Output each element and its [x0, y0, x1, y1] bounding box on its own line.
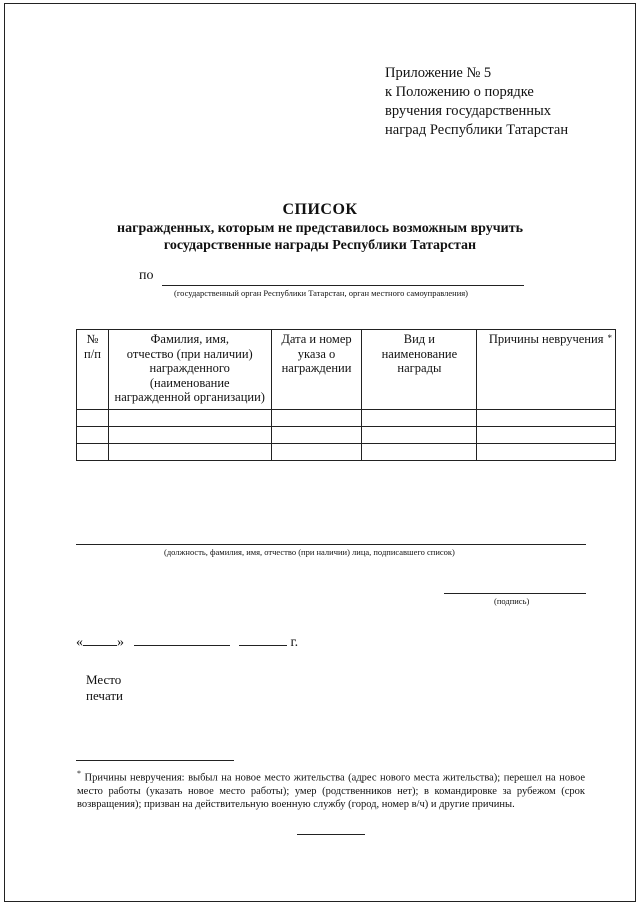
footnote-text: Причины невручения: выбыл на новое место жительства (адрес нового места жительства); перешел на новое место работы (указать новое место работы); умер (родственников нет); в командировке за рубежом (срок возвращения); призван на действительную военную службу (город, номер в/ч) и другие причины. — [77, 772, 585, 810]
subtitle-line: награжденных, которым не представилось возможным вручить — [117, 221, 523, 236]
table-header-row — [77, 330, 616, 410]
table-row — [77, 426, 616, 443]
month-field[interactable] — [134, 633, 230, 646]
signer-field-line[interactable] — [76, 544, 586, 545]
issuer-field-line[interactable] — [162, 285, 524, 286]
awards-table — [76, 329, 616, 461]
subtitle-line: государственные награды Республики Татарстан — [163, 238, 477, 253]
page-end-line — [297, 834, 365, 835]
table-row — [77, 409, 616, 426]
seal-line: Место — [86, 672, 122, 687]
year-field[interactable] — [239, 633, 287, 646]
appendix-header — [385, 64, 568, 140]
appendix-line: к Положению о порядке — [385, 84, 534, 100]
seal-place — [86, 672, 123, 704]
header-reasons: Причины невручения * — [477, 330, 616, 410]
appendix-line: наград Республики Татарстан — [385, 122, 569, 138]
footnote — [77, 767, 585, 811]
document-title: СПИСОК — [282, 201, 358, 218]
table-row — [77, 443, 616, 460]
day-field[interactable] — [83, 633, 117, 646]
footnote-separator — [76, 760, 234, 761]
header-full-name: Фамилия, имя, отчество (при наличии) награжденного (наименование награжденной организации) — [108, 330, 271, 410]
year-suffix: г. — [290, 635, 299, 650]
header-decree-date: Дата и номер указа о награждении — [271, 330, 362, 410]
open-quote: « — [76, 635, 83, 650]
close-quote: » — [117, 635, 124, 650]
issuer-caption: (государственный орган Республики Татарстан, орган местного самоуправления) — [174, 288, 468, 298]
seal-line: печати — [86, 688, 124, 703]
footnote-marker: * — [607, 333, 612, 343]
signature-field-line[interactable] — [444, 593, 586, 594]
header-award-type: Вид и наименование награды — [362, 330, 477, 410]
signature-caption: (подпись) — [494, 596, 530, 606]
signer-caption: (должность, фамилия, имя, отчество (при наличии) лица, подписавшего список) — [164, 547, 455, 557]
document-subtitle — [0, 220, 640, 254]
issuer-prefix: по — [139, 268, 154, 283]
appendix-line: вручения государственных — [385, 103, 552, 119]
date-line — [76, 633, 298, 651]
header-number: № п/п — [77, 330, 109, 410]
footnote-star: * — [77, 769, 81, 778]
appendix-line: Приложение № 5 — [385, 65, 492, 81]
